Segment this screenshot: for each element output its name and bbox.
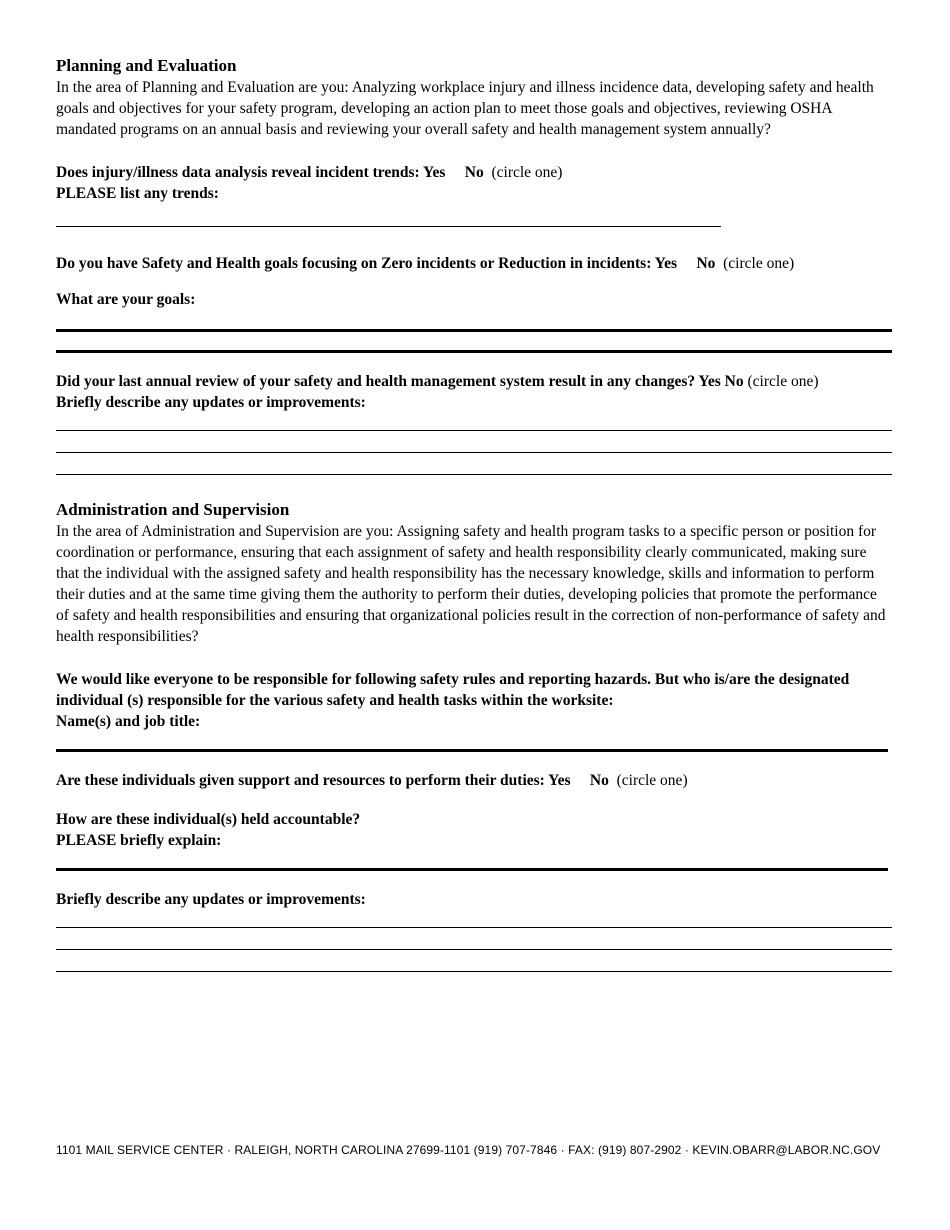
circle-one-note: (circle one): [616, 772, 688, 789]
admin-question-accountable: How are these individual(s) held accountable?: [56, 811, 361, 828]
planning-question-trends: [56, 162, 892, 183]
admin-heading: Administration and Supervision: [56, 500, 290, 519]
admin-question-designated: We would like everyone to be responsible for following safety rules and reporting hazards. But who is/are the designated individual (s) responsible for the various safety and health tasks within the worksite:: [56, 671, 850, 709]
planning-question-trends-no[interactable]: No: [464, 164, 484, 181]
circle-one-note: (circle one): [723, 255, 795, 272]
planning-question-what-goals: What are your goals:: [56, 291, 196, 308]
planning-intro: In the area of Planning and Evaluation are you: Analyzing workplace injury and illness incidence data, developing safety and health goals and objectives for your safety program, developing an action plan to meet those goals and objectives, reviewing OSHA mandated programs on an annual basis and reviewing your overall safety and health management system annually?: [56, 79, 874, 138]
admin-describe-updates: Briefly describe any updates or improvements:: [56, 891, 366, 908]
circle-one-note: (circle one): [747, 373, 819, 390]
planning-question-review: [56, 371, 892, 392]
form-page: [56, 55, 892, 972]
planning-question-goals: [56, 253, 892, 274]
admin-names-job-title: Name(s) and job title:: [56, 713, 201, 730]
planning-question-review-text: Did your last annual review of your safety and health management system result in any changes? Yes No: [56, 373, 744, 390]
admin-question-support-text: Are these individuals given support and resources to perform their duties: Yes: [56, 772, 571, 789]
admin-question-support: [56, 770, 892, 791]
admin-intro: In the area of Administration and Supervision are you: Assigning safety and health program tasks to a specific person or position for coordination or performance, ensuring that each assignment of safety and health responsibility clearly communicated, making sure that the individual with the assigned safety and health responsibility has the necessary knowledge, skills and information to perform their duties and at the same time giving them the authority to perform their duties, developing policies that promote the performance of safety and health responsibilities and ensuring that organizational policies result in the correction of non-performance of safety and health responsibilities?: [56, 523, 886, 645]
circle-one-note: (circle one): [491, 164, 563, 181]
planning-question-goals-no[interactable]: No: [696, 255, 716, 272]
admin-updates-line-3[interactable]: [56, 971, 892, 972]
footer-address: 1101 MAIL SERVICE CENTER · RALEIGH, NORTH CAROLINA 27699-1101 (919) 707-7846 · FAX: (919) 807-2902 · KEVIN.OBARR@LABOR.NC.GOV: [56, 1143, 881, 1157]
admin-question-support-no[interactable]: No: [589, 772, 609, 789]
planning-describe-updates: Briefly describe any updates or improvements:: [56, 394, 366, 411]
planning-heading: Planning and Evaluation: [56, 56, 237, 75]
planning-question-goals-text: Do you have Safety and Health goals focusing on Zero incidents or Reduction in incidents: Yes: [56, 255, 678, 272]
admin-explain: PLEASE briefly explain:: [56, 832, 222, 849]
planning-question-trends-text: Does injury/illness data analysis reveal incident trends: Yes: [56, 164, 446, 181]
planning-list-trends: PLEASE list any trends:: [56, 185, 219, 202]
